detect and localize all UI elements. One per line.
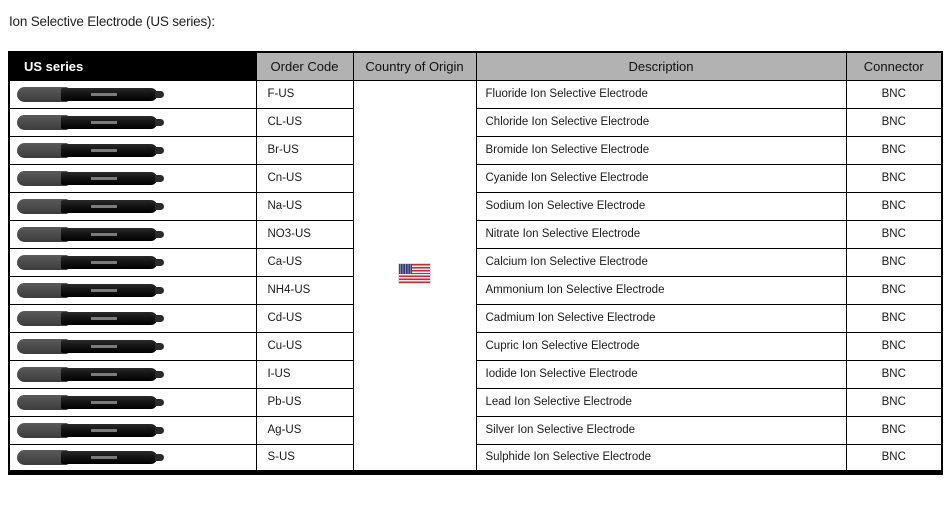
- connector-cell: BNC: [846, 164, 942, 192]
- electrode-brand-mark: [91, 317, 117, 320]
- connector-cell: BNC: [846, 416, 942, 444]
- electrode-image: [17, 283, 165, 298]
- connector-cell: BNC: [846, 304, 942, 332]
- table-row: [9, 360, 942, 388]
- table-row: [9, 164, 942, 192]
- electrode-image-cell: [9, 220, 256, 248]
- electrode-brand-mark: [91, 373, 117, 376]
- electrode-image: [17, 423, 165, 438]
- electrode-brand-mark: [91, 205, 117, 208]
- electrode-brand-mark: [91, 93, 117, 96]
- description-cell: Calcium Ion Selective Electrode: [476, 248, 846, 276]
- electrode-end-cap: [155, 203, 164, 210]
- table-row: [9, 220, 942, 248]
- us-flag-canton: [399, 264, 412, 274]
- electrode-image-cell: [9, 444, 256, 472]
- order-code-cell: NO3-US: [256, 220, 353, 248]
- connector-cell: BNC: [846, 192, 942, 220]
- order-code-cell: Ca-US: [256, 248, 353, 276]
- electrode-image: [17, 367, 165, 382]
- electrode-image-cell: [9, 276, 256, 304]
- table-row: [9, 80, 942, 108]
- header-us-series: US series: [9, 52, 256, 80]
- electrode-image: [17, 450, 165, 465]
- electrode-image-cell: [9, 136, 256, 164]
- order-code-cell: CL-US: [256, 108, 353, 136]
- electrode-image: [17, 115, 165, 130]
- page-title: Ion Selective Electrode (US series):: [9, 14, 215, 29]
- electrode-brand-mark: [91, 345, 117, 348]
- connector-cell: BNC: [846, 108, 942, 136]
- header-description: Description: [476, 52, 846, 80]
- electrode-image-cell: [9, 416, 256, 444]
- connector-cell: BNC: [846, 276, 942, 304]
- connector-cell: BNC: [846, 360, 942, 388]
- electrode-end-cap: [155, 91, 164, 98]
- order-code-cell: Pb-US: [256, 388, 353, 416]
- connector-cell: BNC: [846, 248, 942, 276]
- description-cell: Cupric Ion Selective Electrode: [476, 332, 846, 360]
- table-row: [9, 416, 942, 444]
- order-code-cell: F-US: [256, 80, 353, 108]
- table-row: [9, 444, 942, 472]
- table-row: [9, 108, 942, 136]
- electrode-brand-mark: [91, 261, 117, 264]
- electrode-image-cell: [9, 192, 256, 220]
- electrode-end-cap: [155, 231, 164, 238]
- electrode-image-cell: [9, 388, 256, 416]
- electrode-end-cap: [155, 371, 164, 378]
- description-cell: Iodide Ion Selective Electrode: [476, 360, 846, 388]
- connector-cell: BNC: [846, 388, 942, 416]
- electrode-end-cap: [155, 287, 164, 294]
- electrode-image: [17, 171, 165, 186]
- electrode-image-cell: [9, 248, 256, 276]
- electrode-image-cell: [9, 164, 256, 192]
- connector-cell: BNC: [846, 332, 942, 360]
- table-body: [9, 80, 942, 472]
- connector-cell: BNC: [846, 220, 942, 248]
- electrode-image: [17, 311, 165, 326]
- electrode-end-cap: [155, 119, 164, 126]
- electrode-image-cell: [9, 108, 256, 136]
- connector-cell: BNC: [846, 444, 942, 472]
- description-cell: Cyanide Ion Selective Electrode: [476, 164, 846, 192]
- description-cell: Lead Ion Selective Electrode: [476, 388, 846, 416]
- table-row: [9, 276, 942, 304]
- electrode-brand-mark: [91, 149, 117, 152]
- electrode-image: [17, 87, 165, 102]
- order-code-cell: Na-US: [256, 192, 353, 220]
- header-country-of-origin: Country of Origin: [353, 52, 476, 80]
- electrode-brand-mark: [91, 121, 117, 124]
- table-row: [9, 136, 942, 164]
- order-code-cell: NH4-US: [256, 276, 353, 304]
- connector-cell: BNC: [846, 136, 942, 164]
- order-code-cell: S-US: [256, 444, 353, 472]
- us-flag-icon: [399, 264, 430, 283]
- header-order-code: Order Code: [256, 52, 353, 80]
- order-code-cell: Br-US: [256, 136, 353, 164]
- electrode-image-cell: [9, 360, 256, 388]
- electrode-image: [17, 227, 165, 242]
- electrode-image: [17, 199, 165, 214]
- electrode-image: [17, 395, 165, 410]
- order-code-cell: Cn-US: [256, 164, 353, 192]
- electrode-end-cap: [155, 315, 164, 322]
- electrode-end-cap: [155, 343, 164, 350]
- electrode-end-cap: [155, 175, 164, 182]
- order-code-cell: Ag-US: [256, 416, 353, 444]
- table-row: [9, 248, 942, 276]
- electrode-image-cell: [9, 332, 256, 360]
- description-cell: Bromide Ion Selective Electrode: [476, 136, 846, 164]
- order-code-cell: Cd-US: [256, 304, 353, 332]
- electrode-end-cap: [155, 399, 164, 406]
- description-cell: Nitrate Ion Selective Electrode: [476, 220, 846, 248]
- electrode-brand-mark: [91, 429, 117, 432]
- table-row: [9, 332, 942, 360]
- electrode-image: [17, 339, 165, 354]
- electrode-end-cap: [155, 427, 164, 434]
- electrode-brand-mark: [91, 401, 117, 404]
- connector-cell: BNC: [846, 80, 942, 108]
- country-of-origin-cell: [353, 80, 476, 472]
- description-cell: Sulphide Ion Selective Electrode: [476, 444, 846, 472]
- table-row: [9, 304, 942, 332]
- table-row: [9, 192, 942, 220]
- description-cell: Chloride Ion Selective Electrode: [476, 108, 846, 136]
- electrode-brand-mark: [91, 177, 117, 180]
- description-cell: Cadmium Ion Selective Electrode: [476, 304, 846, 332]
- electrode-image: [17, 143, 165, 158]
- electrode-table: [8, 51, 943, 475]
- description-cell: Sodium Ion Selective Electrode: [476, 192, 846, 220]
- order-code-cell: Cu-US: [256, 332, 353, 360]
- header-row: [9, 52, 942, 80]
- header-connector: Connector: [846, 52, 942, 80]
- electrode-end-cap: [155, 259, 164, 266]
- description-cell: Fluoride Ion Selective Electrode: [476, 80, 846, 108]
- electrode-brand-mark: [91, 233, 117, 236]
- electrode-brand-mark: [91, 289, 117, 292]
- electrode-end-cap: [155, 454, 164, 461]
- electrode-brand-mark: [91, 456, 117, 459]
- order-code-cell: I-US: [256, 360, 353, 388]
- description-cell: Silver Ion Selective Electrode: [476, 416, 846, 444]
- electrode-image-cell: [9, 80, 256, 108]
- electrode-image: [17, 255, 165, 270]
- description-cell: Ammonium Ion Selective Electrode: [476, 276, 846, 304]
- electrode-image-cell: [9, 304, 256, 332]
- electrode-end-cap: [155, 147, 164, 154]
- table-row: [9, 388, 942, 416]
